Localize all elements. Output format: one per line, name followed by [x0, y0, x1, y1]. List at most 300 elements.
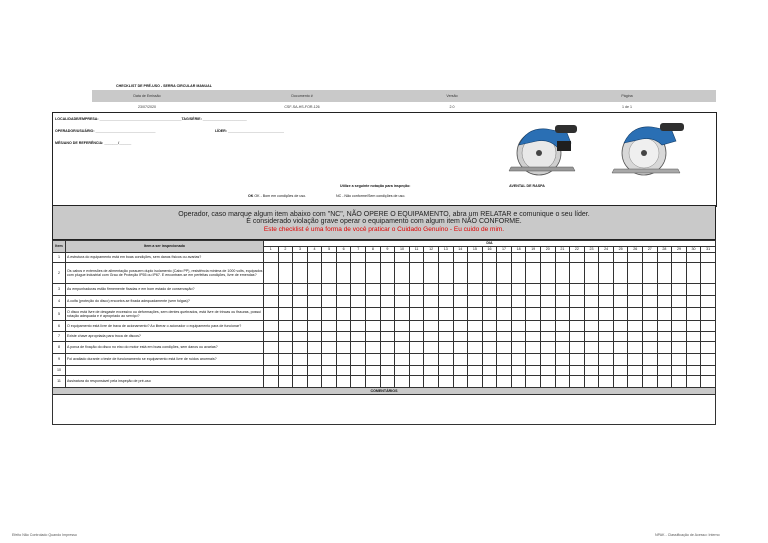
check-cell[interactable]: [409, 354, 424, 366]
check-cell[interactable]: [366, 263, 381, 284]
check-cell[interactable]: [409, 308, 424, 321]
check-cell[interactable]: [351, 253, 366, 263]
check-cell[interactable]: [307, 332, 322, 342]
check-cell[interactable]: [570, 342, 585, 354]
check-cell[interactable]: [380, 263, 395, 284]
check-cell[interactable]: [424, 263, 439, 284]
check-cell[interactable]: [293, 332, 308, 342]
check-cell[interactable]: [686, 376, 701, 388]
check-cell[interactable]: [584, 253, 599, 263]
check-cell[interactable]: [453, 376, 468, 388]
check-cell[interactable]: [643, 376, 658, 388]
check-cell[interactable]: [409, 332, 424, 342]
check-cell[interactable]: [322, 321, 337, 332]
check-cell[interactable]: [380, 332, 395, 342]
check-cell[interactable]: [599, 321, 614, 332]
check-cell[interactable]: [307, 284, 322, 296]
check-cell[interactable]: [351, 284, 366, 296]
check-cell[interactable]: [657, 263, 672, 284]
check-cell[interactable]: [570, 321, 585, 332]
check-cell[interactable]: [628, 263, 643, 284]
check-cell[interactable]: [657, 321, 672, 332]
check-cell[interactable]: [686, 321, 701, 332]
check-cell[interactable]: [380, 366, 395, 376]
check-cell[interactable]: [278, 332, 293, 342]
check-cell[interactable]: [672, 253, 687, 263]
check-cell[interactable]: [351, 263, 366, 284]
check-cell[interactable]: [395, 263, 410, 284]
check-cell[interactable]: [657, 296, 672, 308]
check-cell[interactable]: [380, 296, 395, 308]
check-cell[interactable]: [599, 342, 614, 354]
check-cell[interactable]: [555, 376, 570, 388]
check-cell[interactable]: [599, 308, 614, 321]
check-cell[interactable]: [424, 308, 439, 321]
check-cell[interactable]: [322, 308, 337, 321]
check-cell[interactable]: [540, 376, 555, 388]
check-cell[interactable]: [278, 263, 293, 284]
check-cell[interactable]: [409, 366, 424, 376]
check-cell[interactable]: [643, 366, 658, 376]
check-cell[interactable]: [701, 366, 716, 376]
check-cell[interactable]: [584, 321, 599, 332]
check-cell[interactable]: [438, 332, 453, 342]
check-cell[interactable]: [482, 321, 497, 332]
check-cell[interactable]: [438, 342, 453, 354]
check-cell[interactable]: [293, 284, 308, 296]
check-cell[interactable]: [555, 296, 570, 308]
check-cell[interactable]: [686, 308, 701, 321]
check-cell[interactable]: [409, 263, 424, 284]
check-cell[interactable]: [599, 284, 614, 296]
check-cell[interactable]: [657, 354, 672, 366]
check-cell[interactable]: [526, 263, 541, 284]
check-cell[interactable]: [336, 321, 351, 332]
check-cell[interactable]: [672, 332, 687, 342]
check-cell[interactable]: [351, 342, 366, 354]
check-cell[interactable]: [307, 376, 322, 388]
check-cell[interactable]: [613, 296, 628, 308]
check-cell[interactable]: [643, 342, 658, 354]
locality-field[interactable]: LOCALIDADE/EMPRESA: _________________________________________TAG/SÉRIE: ______________________: [55, 117, 247, 121]
check-cell[interactable]: [453, 342, 468, 354]
check-cell[interactable]: [438, 263, 453, 284]
check-cell[interactable]: [336, 296, 351, 308]
check-cell[interactable]: [599, 376, 614, 388]
check-cell[interactable]: [293, 366, 308, 376]
check-cell[interactable]: [526, 253, 541, 263]
check-cell[interactable]: [701, 354, 716, 366]
check-cell[interactable]: [424, 296, 439, 308]
check-cell[interactable]: [322, 296, 337, 308]
check-cell[interactable]: [264, 342, 279, 354]
check-cell[interactable]: [366, 354, 381, 366]
check-cell[interactable]: [336, 354, 351, 366]
check-cell[interactable]: [613, 263, 628, 284]
check-cell[interactable]: [701, 296, 716, 308]
check-cell[interactable]: [613, 321, 628, 332]
check-cell[interactable]: [686, 263, 701, 284]
check-cell[interactable]: [264, 366, 279, 376]
check-cell[interactable]: [584, 263, 599, 284]
check-cell[interactable]: [511, 263, 526, 284]
check-cell[interactable]: [613, 342, 628, 354]
check-cell[interactable]: [511, 342, 526, 354]
check-cell[interactable]: [511, 321, 526, 332]
check-cell[interactable]: [628, 342, 643, 354]
check-cell[interactable]: [366, 296, 381, 308]
check-cell[interactable]: [497, 253, 512, 263]
check-cell[interactable]: [351, 308, 366, 321]
check-cell[interactable]: [628, 366, 643, 376]
check-cell[interactable]: [366, 321, 381, 332]
check-cell[interactable]: [555, 366, 570, 376]
check-cell[interactable]: [526, 321, 541, 332]
check-cell[interactable]: [307, 342, 322, 354]
check-cell[interactable]: [540, 366, 555, 376]
check-cell[interactable]: [570, 332, 585, 342]
check-cell[interactable]: [526, 332, 541, 342]
check-cell[interactable]: [482, 366, 497, 376]
check-cell[interactable]: [701, 253, 716, 263]
check-cell[interactable]: [424, 366, 439, 376]
check-cell[interactable]: [701, 263, 716, 284]
check-cell[interactable]: [497, 296, 512, 308]
check-cell[interactable]: [336, 332, 351, 342]
check-cell[interactable]: [293, 263, 308, 284]
check-cell[interactable]: [628, 332, 643, 342]
check-cell[interactable]: [395, 354, 410, 366]
check-cell[interactable]: [613, 284, 628, 296]
check-cell[interactable]: [497, 354, 512, 366]
check-cell[interactable]: [511, 354, 526, 366]
check-cell[interactable]: [453, 321, 468, 332]
check-cell[interactable]: [453, 253, 468, 263]
check-cell[interactable]: [468, 263, 483, 284]
check-cell[interactable]: [482, 354, 497, 366]
check-cell[interactable]: [570, 253, 585, 263]
check-cell[interactable]: [438, 354, 453, 366]
check-cell[interactable]: [482, 376, 497, 388]
check-cell[interactable]: [468, 366, 483, 376]
check-cell[interactable]: [526, 354, 541, 366]
check-cell[interactable]: [672, 321, 687, 332]
check-cell[interactable]: [657, 342, 672, 354]
check-cell[interactable]: [293, 321, 308, 332]
check-cell[interactable]: [409, 253, 424, 263]
check-cell[interactable]: [672, 342, 687, 354]
check-cell[interactable]: [628, 253, 643, 263]
check-cell[interactable]: [453, 296, 468, 308]
check-cell[interactable]: [336, 308, 351, 321]
check-cell[interactable]: [395, 296, 410, 308]
check-cell[interactable]: [584, 366, 599, 376]
check-cell[interactable]: [643, 263, 658, 284]
check-cell[interactable]: [264, 296, 279, 308]
check-cell[interactable]: [366, 342, 381, 354]
check-cell[interactable]: [264, 376, 279, 388]
check-cell[interactable]: [424, 342, 439, 354]
check-cell[interactable]: [351, 366, 366, 376]
check-cell[interactable]: [497, 366, 512, 376]
check-cell[interactable]: [307, 354, 322, 366]
check-cell[interactable]: [686, 296, 701, 308]
check-cell[interactable]: [497, 308, 512, 321]
check-cell[interactable]: [643, 354, 658, 366]
check-cell[interactable]: [628, 376, 643, 388]
operator-field[interactable]: OPERADOR/USUÁRIO: ______________________________: [55, 129, 156, 133]
check-cell[interactable]: [395, 284, 410, 296]
check-cell[interactable]: [570, 376, 585, 388]
check-cell[interactable]: [366, 253, 381, 263]
check-cell[interactable]: [599, 263, 614, 284]
check-cell[interactable]: [380, 284, 395, 296]
check-cell[interactable]: [657, 308, 672, 321]
check-cell[interactable]: [453, 263, 468, 284]
check-cell[interactable]: [322, 354, 337, 366]
check-cell[interactable]: [701, 284, 716, 296]
check-cell[interactable]: [511, 308, 526, 321]
check-cell[interactable]: [497, 284, 512, 296]
check-cell[interactable]: [264, 332, 279, 342]
check-cell[interactable]: [351, 296, 366, 308]
check-cell[interactable]: [278, 376, 293, 388]
check-cell[interactable]: [322, 284, 337, 296]
check-cell[interactable]: [643, 296, 658, 308]
check-cell[interactable]: [555, 284, 570, 296]
check-cell[interactable]: [366, 308, 381, 321]
leader-field[interactable]: LÍDER: ____________________________: [215, 129, 284, 133]
check-cell[interactable]: [264, 263, 279, 284]
check-cell[interactable]: [409, 342, 424, 354]
check-cell[interactable]: [468, 296, 483, 308]
check-cell[interactable]: [555, 263, 570, 284]
check-cell[interactable]: [555, 342, 570, 354]
check-cell[interactable]: [672, 366, 687, 376]
check-cell[interactable]: [599, 253, 614, 263]
check-cell[interactable]: [657, 253, 672, 263]
check-cell[interactable]: [278, 253, 293, 263]
check-cell[interactable]: [351, 321, 366, 332]
check-cell[interactable]: [643, 321, 658, 332]
check-cell[interactable]: [395, 342, 410, 354]
check-cell[interactable]: [453, 284, 468, 296]
check-cell[interactable]: [686, 332, 701, 342]
check-cell[interactable]: [672, 376, 687, 388]
check-cell[interactable]: [643, 284, 658, 296]
check-cell[interactable]: [278, 342, 293, 354]
check-cell[interactable]: [409, 321, 424, 332]
check-cell[interactable]: [570, 366, 585, 376]
check-cell[interactable]: [657, 376, 672, 388]
check-cell[interactable]: [511, 366, 526, 376]
check-cell[interactable]: [511, 284, 526, 296]
check-cell[interactable]: [468, 308, 483, 321]
check-cell[interactable]: [322, 376, 337, 388]
check-cell[interactable]: [570, 354, 585, 366]
check-cell[interactable]: [570, 308, 585, 321]
check-cell[interactable]: [453, 308, 468, 321]
check-cell[interactable]: [686, 253, 701, 263]
check-cell[interactable]: [395, 376, 410, 388]
check-cell[interactable]: [307, 308, 322, 321]
check-cell[interactable]: [526, 308, 541, 321]
check-cell[interactable]: [497, 321, 512, 332]
check-cell[interactable]: [599, 332, 614, 342]
check-cell[interactable]: [380, 321, 395, 332]
check-cell[interactable]: [468, 376, 483, 388]
check-cell[interactable]: [438, 284, 453, 296]
check-cell[interactable]: [482, 253, 497, 263]
check-cell[interactable]: [686, 284, 701, 296]
check-cell[interactable]: [380, 354, 395, 366]
check-cell[interactable]: [264, 354, 279, 366]
check-cell[interactable]: [657, 332, 672, 342]
check-cell[interactable]: [264, 308, 279, 321]
check-cell[interactable]: [555, 354, 570, 366]
check-cell[interactable]: [438, 308, 453, 321]
check-cell[interactable]: [584, 342, 599, 354]
check-cell[interactable]: [686, 342, 701, 354]
check-cell[interactable]: [613, 376, 628, 388]
check-cell[interactable]: [540, 296, 555, 308]
comments-area[interactable]: [53, 395, 716, 425]
check-cell[interactable]: [424, 321, 439, 332]
check-cell[interactable]: [643, 308, 658, 321]
check-cell[interactable]: [293, 342, 308, 354]
check-cell[interactable]: [599, 296, 614, 308]
check-cell[interactable]: [366, 366, 381, 376]
check-cell[interactable]: [540, 263, 555, 284]
check-cell[interactable]: [336, 376, 351, 388]
check-cell[interactable]: [409, 376, 424, 388]
check-cell[interactable]: [438, 321, 453, 332]
check-cell[interactable]: [278, 296, 293, 308]
check-cell[interactable]: [336, 342, 351, 354]
check-cell[interactable]: [293, 354, 308, 366]
check-cell[interactable]: [322, 253, 337, 263]
check-cell[interactable]: [468, 342, 483, 354]
check-cell[interactable]: [497, 263, 512, 284]
check-cell[interactable]: [409, 296, 424, 308]
check-cell[interactable]: [497, 332, 512, 342]
check-cell[interactable]: [322, 366, 337, 376]
check-cell[interactable]: [584, 376, 599, 388]
check-cell[interactable]: [468, 253, 483, 263]
check-cell[interactable]: [701, 321, 716, 332]
check-cell[interactable]: [264, 253, 279, 263]
check-cell[interactable]: [672, 354, 687, 366]
check-cell[interactable]: [686, 366, 701, 376]
check-cell[interactable]: [657, 284, 672, 296]
check-cell[interactable]: [511, 296, 526, 308]
check-cell[interactable]: [322, 263, 337, 284]
check-cell[interactable]: [555, 253, 570, 263]
check-cell[interactable]: [278, 366, 293, 376]
check-cell[interactable]: [482, 296, 497, 308]
check-cell[interactable]: [526, 376, 541, 388]
check-cell[interactable]: [380, 253, 395, 263]
check-cell[interactable]: [424, 284, 439, 296]
check-cell[interactable]: [453, 354, 468, 366]
check-cell[interactable]: [438, 253, 453, 263]
check-cell[interactable]: [643, 332, 658, 342]
check-cell[interactable]: [613, 253, 628, 263]
check-cell[interactable]: [672, 263, 687, 284]
check-cell[interactable]: [555, 332, 570, 342]
check-cell[interactable]: [453, 332, 468, 342]
check-cell[interactable]: [570, 296, 585, 308]
check-cell[interactable]: [264, 321, 279, 332]
check-cell[interactable]: [438, 376, 453, 388]
check-cell[interactable]: [468, 332, 483, 342]
check-cell[interactable]: [555, 308, 570, 321]
check-cell[interactable]: [497, 376, 512, 388]
check-cell[interactable]: [540, 284, 555, 296]
check-cell[interactable]: [293, 308, 308, 321]
check-cell[interactable]: [424, 376, 439, 388]
check-cell[interactable]: [540, 321, 555, 332]
check-cell[interactable]: [307, 253, 322, 263]
check-cell[interactable]: [395, 332, 410, 342]
check-cell[interactable]: [366, 376, 381, 388]
check-cell[interactable]: [613, 354, 628, 366]
check-cell[interactable]: [526, 296, 541, 308]
check-cell[interactable]: [643, 253, 658, 263]
check-cell[interactable]: [351, 354, 366, 366]
check-cell[interactable]: [336, 284, 351, 296]
check-cell[interactable]: [395, 253, 410, 263]
month-year-field[interactable]: MÊS/ANO DE REFERÊNCIA: _______/______: [55, 141, 132, 145]
check-cell[interactable]: [628, 284, 643, 296]
check-cell[interactable]: [307, 296, 322, 308]
check-cell[interactable]: [570, 284, 585, 296]
check-cell[interactable]: [584, 308, 599, 321]
check-cell[interactable]: [701, 376, 716, 388]
check-cell[interactable]: [336, 366, 351, 376]
check-cell[interactable]: [628, 321, 643, 332]
check-cell[interactable]: [307, 321, 322, 332]
check-cell[interactable]: [438, 366, 453, 376]
check-cell[interactable]: [351, 376, 366, 388]
check-cell[interactable]: [409, 284, 424, 296]
check-cell[interactable]: [336, 253, 351, 263]
check-cell[interactable]: [584, 354, 599, 366]
check-cell[interactable]: [293, 376, 308, 388]
check-cell[interactable]: [482, 332, 497, 342]
check-cell[interactable]: [540, 354, 555, 366]
check-cell[interactable]: [526, 366, 541, 376]
check-cell[interactable]: [584, 332, 599, 342]
check-cell[interactable]: [322, 332, 337, 342]
check-cell[interactable]: [555, 321, 570, 332]
check-cell[interactable]: [366, 284, 381, 296]
check-cell[interactable]: [468, 321, 483, 332]
check-cell[interactable]: [672, 284, 687, 296]
check-cell[interactable]: [701, 342, 716, 354]
check-cell[interactable]: [657, 366, 672, 376]
check-cell[interactable]: [468, 284, 483, 296]
check-cell[interactable]: [526, 342, 541, 354]
check-cell[interactable]: [380, 308, 395, 321]
check-cell[interactable]: [278, 308, 293, 321]
check-cell[interactable]: [672, 296, 687, 308]
check-cell[interactable]: [628, 354, 643, 366]
check-cell[interactable]: [395, 308, 410, 321]
check-cell[interactable]: [570, 263, 585, 284]
check-cell[interactable]: [307, 263, 322, 284]
check-cell[interactable]: [686, 354, 701, 366]
